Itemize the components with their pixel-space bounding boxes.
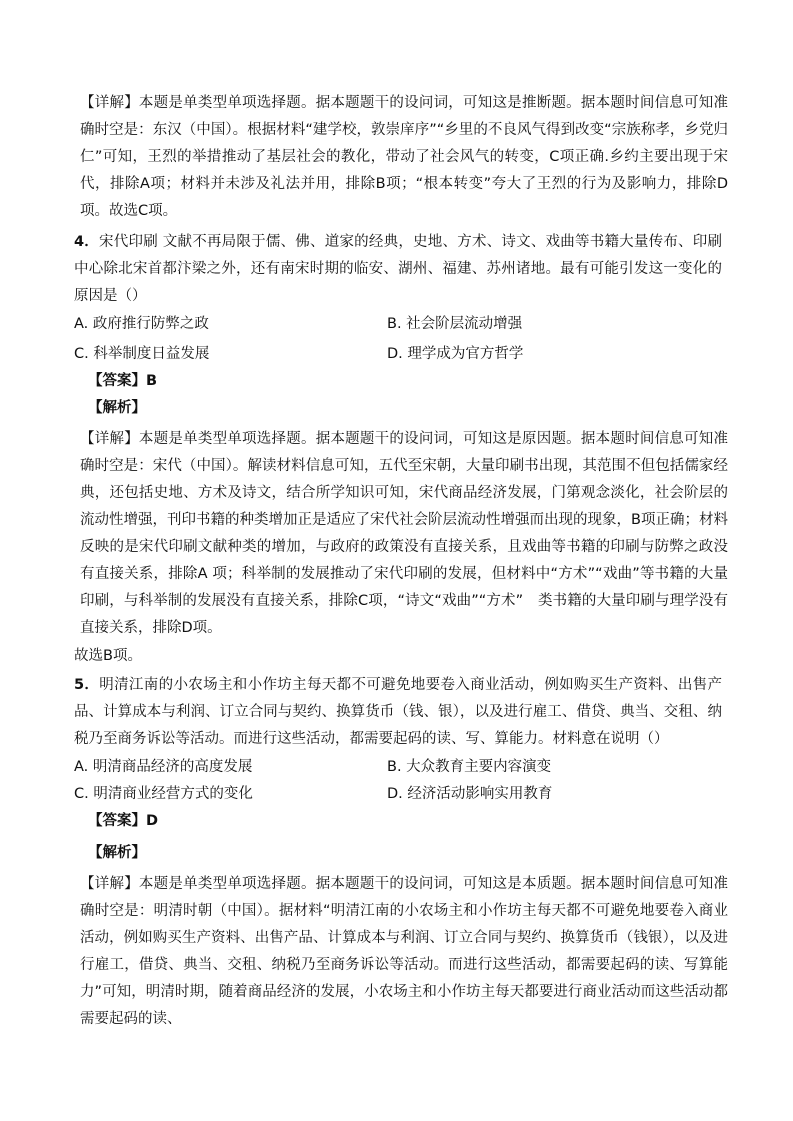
q5-answer: 【答案】D bbox=[88, 813, 159, 829]
q4-number: 4． bbox=[74, 234, 100, 250]
q4-detail-paragraph: 【详解】本题是单类型单项选择题。据本题题干的设问词，可知这是原因题。据本题时间信息可知准确时空是：宋代（中国）。解读材料信息可知，五代至宋朝，大量印刷书出现，其范围不但包括儒家经典，还包括史地、方术及诗文，结合所学知识可知，宋代商品经济发展，门第观念淡化，社会阶层的流动性增强，刊印书籍的种类增加正是适应了宋代社会阶层流动性增强而出现的现象，B项正确；材料反映的是宋代印刷文献种类的增加，与政府的政策没有直接关系，且戏曲等书籍的印刷与防弊之政没有直接关系，排除A 项；科举制的发展推动了宋代印刷的发展，但材料中“方术”“戏曲”等书籍的大量印刷，与科举制的发展没有直接关系，排除C项，“诗文“戏曲”“方术” 类书籍的大量印刷与理学没有直接关系，排除D项。 bbox=[80, 431, 728, 636]
q5-stem-text: 明清江南的小农场主和小作坊主每天都不可避免地要卷入商业活动，例如购买生产资料、出售产品、计算成本与利润、订立合同与契约、换算货币（钱、银），以及进行雇工、借贷、典当、交租、纳税乃至商务诉讼等活动。而进行这些活动，都需要起码的读、写、算能力。材料意在说明（） bbox=[74, 677, 722, 747]
q4-option-d: D. 理学成为官方哲学 bbox=[387, 346, 524, 362]
q5-detail-paragraph: 【详解】本题是单类型单项选择题。据本题题干的设问词，可知这是本质题。据本题时间信息可知准确时空是：明清时朝（中国）。据材料“明清江南的小农场主和小作坊主每天都不可避免地要卷入商业活动，例如购买生产资料、出售产品、计算成本与利润、订立合同与契约、换算货币（钱银），以及进行雇工，借贷、典当、交租、纳税乃至商务诉讼等活动。而进行这些活动，都需要起码的读、写算能力”可知，明清时期，随着商品经济的发展，小农场主和小作坊主每天都要进行商业活动而这些活动都需要起码的读、 bbox=[80, 876, 728, 1027]
q4-option-b: B. 社会阶层流动增强 bbox=[387, 316, 523, 332]
q4-conclusion: 故选B项。 bbox=[74, 648, 142, 664]
q4-option-a: A. 政府推行防弊之政 bbox=[74, 316, 209, 332]
q4-stem-text: 宋代印刷 文献不再局限于儒、佛、道家的经典，史地、方术、诗文、戏曲等书籍大量传布、印刷中心除北宋首都汴梁之外，还有南宋时期的临安、湖州、福建、苏州诸地。最有可能引发这一变化的原因是（） bbox=[74, 234, 723, 304]
q4-option-c: C. 科举制度日益发展 bbox=[74, 346, 210, 362]
q5-option-a: A. 明清商品经济的高度发展 bbox=[74, 759, 253, 775]
q5-option-b: B. 大众教育主要内容演变 bbox=[387, 759, 552, 775]
q5-analysis-label: 【解析】 bbox=[88, 845, 146, 861]
q5-stem bbox=[74, 672, 722, 754]
q5-option-c: C. 明清商业经营方式的变化 bbox=[74, 786, 253, 802]
q3-detail-paragraph: 【详解】本题是单类型单项选择题。据本题题干的设问词，可知这是推断题。据本题时间信息可知准确时空是：东汉（中国）。根据材料“建学校，敦崇庠序”“乡里的不良风气得到改变“宗族称孝，乡党归仁”可知，王烈的举措推动了基层社会的教化，带动了社会风气的转变，C项正确.乡约主要出现于宋代，排除A项；材料并未涉及礼法并用，排除B项；“根本转变”夸大了王烈的行为及影响力，排除D项。故选C项。 bbox=[80, 95, 728, 219]
q5-number: 5． bbox=[74, 677, 100, 693]
q4-analysis-label: 【解析】 bbox=[88, 400, 146, 416]
q4-answer: 【答案】B bbox=[88, 373, 158, 389]
q4-stem bbox=[74, 229, 722, 311]
q5-option-d: D. 经济活动影响实用教育 bbox=[387, 786, 553, 802]
